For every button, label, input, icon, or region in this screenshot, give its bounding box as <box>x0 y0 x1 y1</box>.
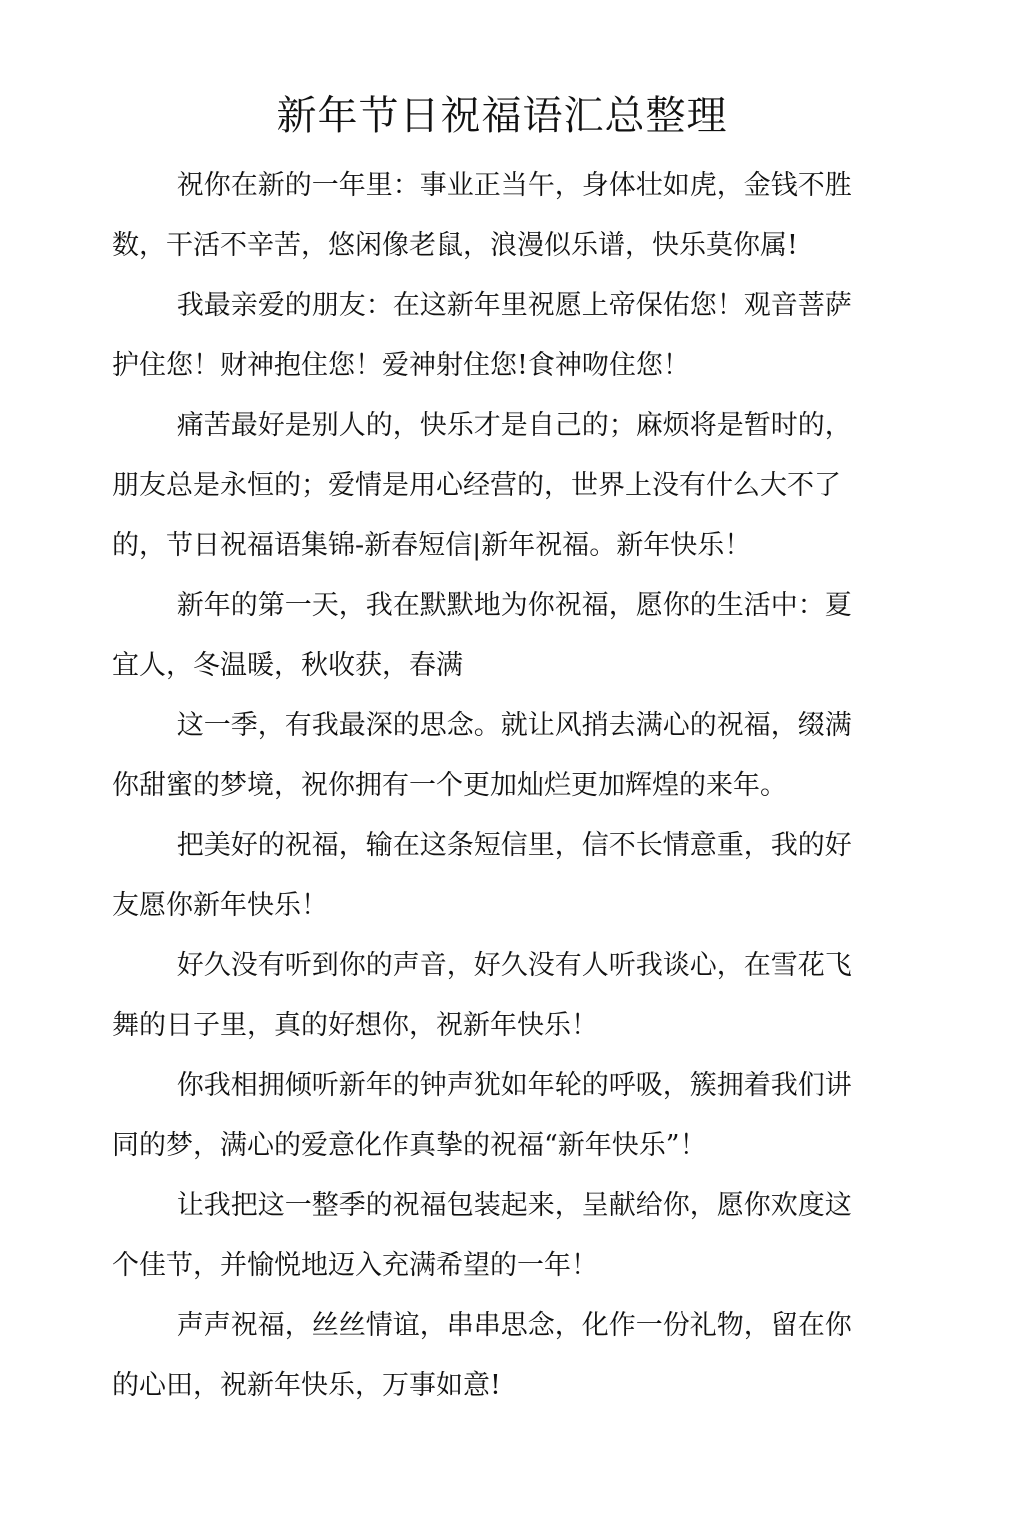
paragraph: 痛苦最好是别人的，快乐才是自己的；麻烦将是暂时的，朋友总是永恒的；爱情是用心经营的，世界上没有什么大不了的，节日祝福语集锦-新春短信|新年祝福。新年快乐！ <box>112 410 852 561</box>
paragraph: 让我把这一整季的祝福包装起来，呈献给你，愿你欢度这个佳节，并愉悦地迈入充满希望的一年！ <box>112 1190 852 1281</box>
paragraph: 你我相拥倾听新年的钟声犹如年轮的呼吸，簇拥着我们讲同的梦，满心的爱意化作真挚的祝福“新年快乐”！ <box>112 1070 852 1161</box>
paragraph: 把美好的祝福，输在这条短信里，信不长情意重，我的好友愿你新年快乐！ <box>112 830 852 921</box>
paragraph: 好久没有听到你的声音，好久没有人听我谈心，在雪花飞舞的日子里，真的好想你，祝新年快乐！ <box>112 950 852 1041</box>
paragraph: 我最亲爱的朋友：在这新年里祝愿上帝保佑您！观音菩萨护住您！财神抱住您！爱神射住您!食神吻住您！ <box>112 290 852 381</box>
paragraph: 祝你在新的一年里：事业正当午，身体壮如虎，金钱不胜数，干活不辛苦，悠闲像老鼠，浪漫似乐谱，快乐莫你属! <box>112 170 852 261</box>
paragraph: 新年的第一天，我在默默地为你祝福，愿你的生活中：夏宜人，冬温暖，秋收获，春满 <box>112 590 852 681</box>
paragraph: 这一季，有我最深的思念。就让风捎去满心的祝福，缀满你甜蜜的梦境，祝你拥有一个更加灿烂更加辉煌的来年。 <box>112 710 852 801</box>
page-title: 新年节日祝福语汇总整理 <box>276 93 728 139</box>
paragraph: 声声祝福，丝丝情谊，串串思念，化作一份礼物，留在你的心田，祝新年快乐，万事如意! <box>112 1310 852 1401</box>
document-body <box>112 156 872 1416</box>
